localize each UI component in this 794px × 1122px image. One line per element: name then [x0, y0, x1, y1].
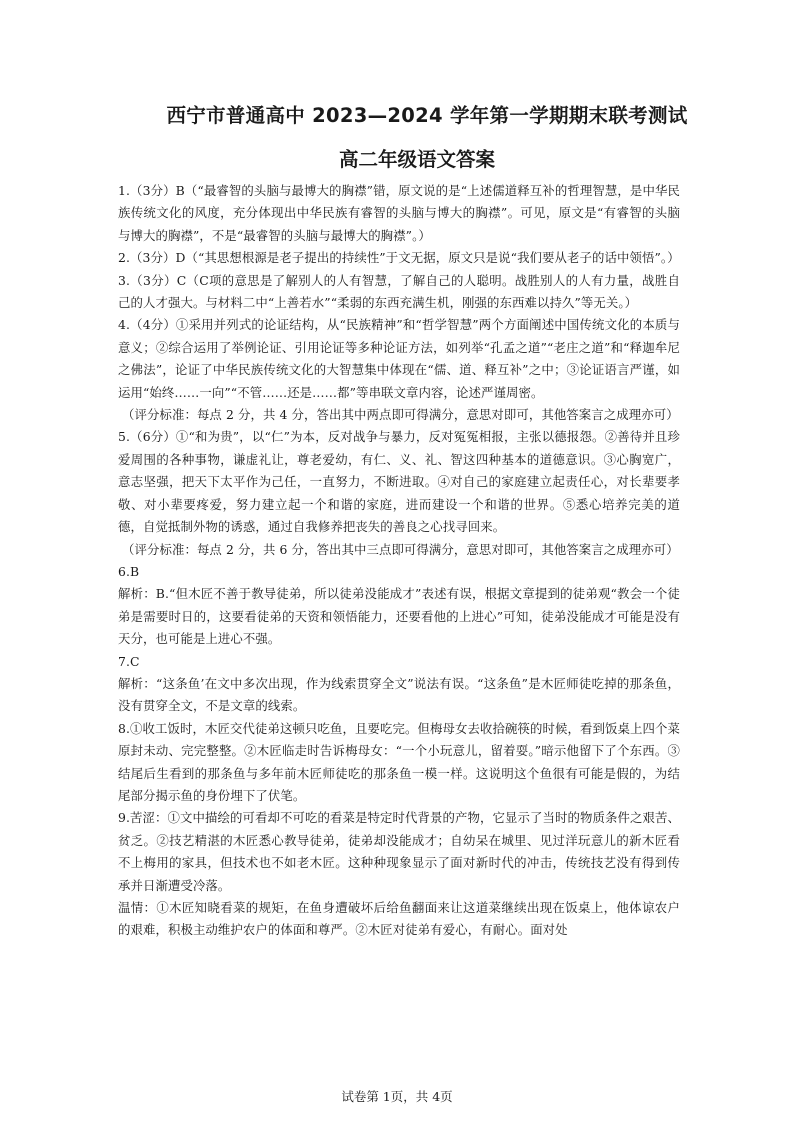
page-footer: 试卷第 1页，共 4页: [341, 1089, 453, 1104]
answer-q5: 5.（6分）①“和为贵”，以“仁”为本，反对战争与暴力，反对冤冤相报，主张以德报怨。②善待并且珍爱周围的各种事物，谦虚礼让，尊老爱幼，有仁、义、礼、智这四种基本的道德意识。③心胸宽广，意志坚强，把天下太平作为己任，一直努力，不断进取。④对自己的家庭建立起责任心，对长辈要孝敬、对小辈要疼爱，努力建立起一个和谐的家庭，进而建设一个和谐的世界。⑤悉心培养完美的道德，自觉抵制外物的诱惑，通过自我修养把丧失的善良之心找寻回来。: [118, 429, 680, 535]
answer-q7: 7.C: [118, 653, 140, 669]
scoring-note-q5: （评分标准：每点 2 分，共 6 分，答出其中三点即可得满分，意思对即可，其他答案言之成理亦可）: [122, 541, 679, 557]
answer-subtitle: 高二年级语文答案: [338, 148, 495, 171]
answer-q4: 4.（4分）①采用并列式的论证结构，从“民族精神”和“哲学智慧”两个方面阐述中国传统文化的本质与意义；②综合运用了举例论证、引用论证等多种论证方法，如列举“孔孟之道”“老庄之道”和“释迦牟尼之佛法”，论证了中华民族传统文化的大智慧集中体现在“儒、道、释互补”之中；③论证语言严谨，如运用“始终……一向”“不管……还是……都”等串联文章内容，论述严谨周密。: [118, 317, 680, 400]
answer-q9-bitter: 9.苦涩：①文中描绘的可看却不可吃的看菜是特定时代背景的产物，它显示了当时的物质条件之艰苦、贫乏。②技艺精湛的木匠悉心教导徒弟，徒弟却没能成才；自幼呆在城里、见过洋玩意儿的新木匠看不上梅用的家具，但技术也不如老木匠。这种种现象显示了面对新时代的冲击，传统技艺没有得到传承并日渐遭受冷落。: [118, 810, 680, 893]
answer-q2: 2.（3分）D（“其思想根源是老子提出的持续性”于文无据，原文只是说“我们要从老子的话中领悟”。）: [118, 250, 680, 266]
answer-q9-warm: 温情：①木匠知晓看菜的规矩，在鱼身遭破坏后给鱼翻面来让这道菜继续出现在饭桌上，他体谅农户的艰难，积极主动维护农户的体面和尊严。②木匠对徒弟有爱心，有耐心。面对处: [118, 900, 680, 938]
answer-q3: 3.（3分）C（C项的意思是了解别人的人有智慧，了解自己的人聪明。战胜别人的人有力量，战胜自己的人才强大。与材料二中“上善若水”“柔弱的东西充满生机，刚强的东西难以持久”等无关。）: [118, 272, 680, 311]
answer-body: [118, 180, 680, 942]
analysis-q6: 解析：B.“但木匠不善于教导徒弟，所以徒弟没能成才”表述有误，根据文章提到的徒弟观“教会一个徒弟是需要时日的，这要看徒弟的天资和领悟能力，还要看他的上进心”可知，徒弟没能成才可能是没有天分，也可能是上进心不强。: [118, 586, 680, 647]
answer-q6: 6.B: [118, 563, 140, 579]
analysis-q7: 解析：“这条鱼’在文中多次出现，作为线索贯穿全文”说法有误。“这条鱼”是木匠师徒吃掉的那条鱼，没有贯穿全文，不是文章的线索。: [118, 675, 680, 714]
answer-q8: 8.①收工饭时，木匠交代徒弟这顿只吃鱼，且要吃完。但梅母女去收拾碗筷的时候，看到饭桌上四个菜原封未动、完完整整。②木匠临走时告诉梅母女：“一个小玩意儿，留着耍。”暗示他留下了个东西。③结尾后生看到的那条鱼与多年前木匠师徒吃的那条鱼一模一样。这说明这个鱼很有可能是假的，为结尾部分揭示鱼的身份埋下了伏笔。: [118, 720, 680, 803]
scoring-note-q4: （评分标准：每点 2 分，共 4 分，答出其中两点即可得满分，意思对即可，其他答案言之成理亦可）: [122, 407, 679, 423]
exam-title: 西宁市普通高中 2023—2024 学年第一学期期末联考测试: [166, 104, 688, 127]
answer-q1: 1.（3分）B（“最睿智的头脑与最博大的胸襟”错，原文说的是“上述儒道释互补的哲理智慧，是中华民族传统文化的风度，充分体现出中华民族有睿智的头脑与博大的胸襟”。可见，原文是“有睿智的头脑与博大的胸襟”，不是“最睿智的头脑与最博大的胸襟”。）: [118, 183, 680, 243]
